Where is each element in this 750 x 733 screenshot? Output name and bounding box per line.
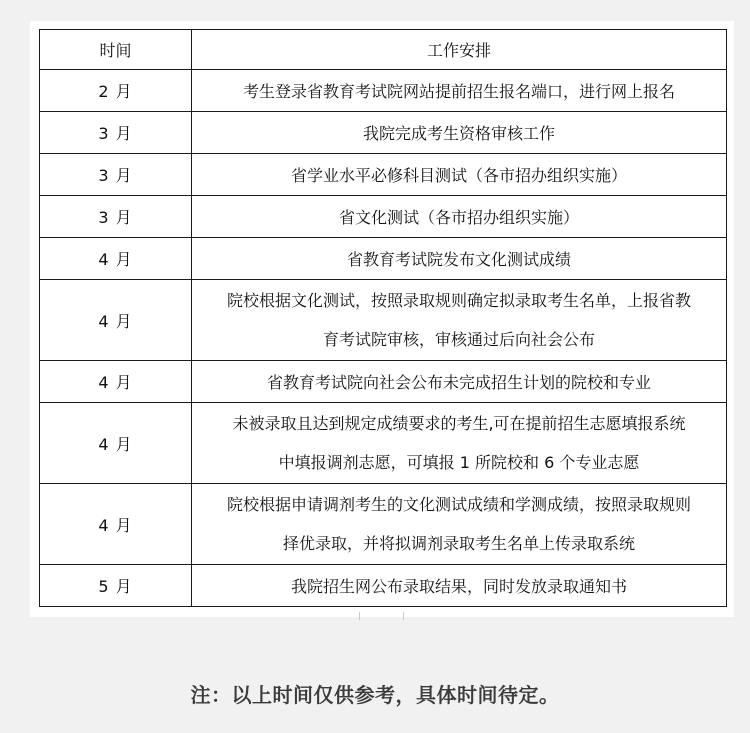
row-work-line: 院校根据申请调剂考生的文化测试成绩和学测成绩，按照录取规则 (226, 495, 691, 514)
header-time: 时间 (40, 30, 192, 70)
schedule-sheet (30, 21, 734, 617)
row-time: 5 月 (40, 565, 192, 607)
table-row (40, 280, 727, 361)
row-time: 4 月 (40, 403, 192, 484)
row-time: 3 月 (40, 154, 192, 196)
row-work-line: 院校根据文化测试，按照录取规则确定拟录取考生名单，上报省教 (226, 291, 691, 310)
row-work-line: 未被录取且达到规定成绩要求的考生,可在提前招生志愿填报系统 (232, 414, 686, 433)
table-row (40, 238, 727, 280)
table-row (40, 484, 727, 565)
gridline-tick (403, 612, 404, 620)
row-work: 省教育考试院发布文化测试成绩 (192, 238, 727, 280)
table-row (40, 70, 727, 112)
table-row (40, 403, 727, 484)
schedule-table (39, 29, 727, 607)
table-row (40, 565, 727, 607)
row-work: 考生登录省教育考试院网站提前招生报名端口，进行网上报名 (192, 70, 727, 112)
row-work: 我院招生网公布录取结果，同时发放录取通知书 (192, 565, 727, 607)
row-time: 3 月 (40, 112, 192, 154)
table-row (40, 196, 727, 238)
row-work-line: 育考试院审核，审核通过后向社会公布 (322, 330, 595, 349)
row-time: 4 月 (40, 484, 192, 565)
table-row (40, 112, 727, 154)
gridline-tick (359, 612, 360, 620)
row-work: 省教育考试院向社会公布未完成招生计划的院校和专业 (192, 361, 727, 403)
row-work-line: 中填报调剂志愿，可填报 1 所院校和 6 个专业志愿 (278, 453, 640, 472)
row-work-line: 择优录取，并将拟调剂录取考生名单上传录取系统 (282, 534, 635, 553)
row-time: 3 月 (40, 196, 192, 238)
table-row (40, 154, 727, 196)
row-work (192, 484, 727, 565)
header-work: 工作安排 (192, 30, 727, 70)
table-row (40, 361, 727, 403)
row-work: 省文化测试（各市招办组织实施） (192, 196, 727, 238)
row-work (192, 403, 727, 484)
row-work: 省学业水平必修科目测试（各市招办组织实施） (192, 154, 727, 196)
row-work: 我院完成考生资格审核工作 (192, 112, 727, 154)
row-time: 2 月 (40, 70, 192, 112)
row-work (192, 280, 727, 361)
footnote: 注：以上时间仅供参考，具体时间待定。 (190, 683, 560, 707)
row-time: 4 月 (40, 238, 192, 280)
table-header-row (40, 30, 727, 70)
row-time: 4 月 (40, 361, 192, 403)
row-time: 4 月 (40, 280, 192, 361)
